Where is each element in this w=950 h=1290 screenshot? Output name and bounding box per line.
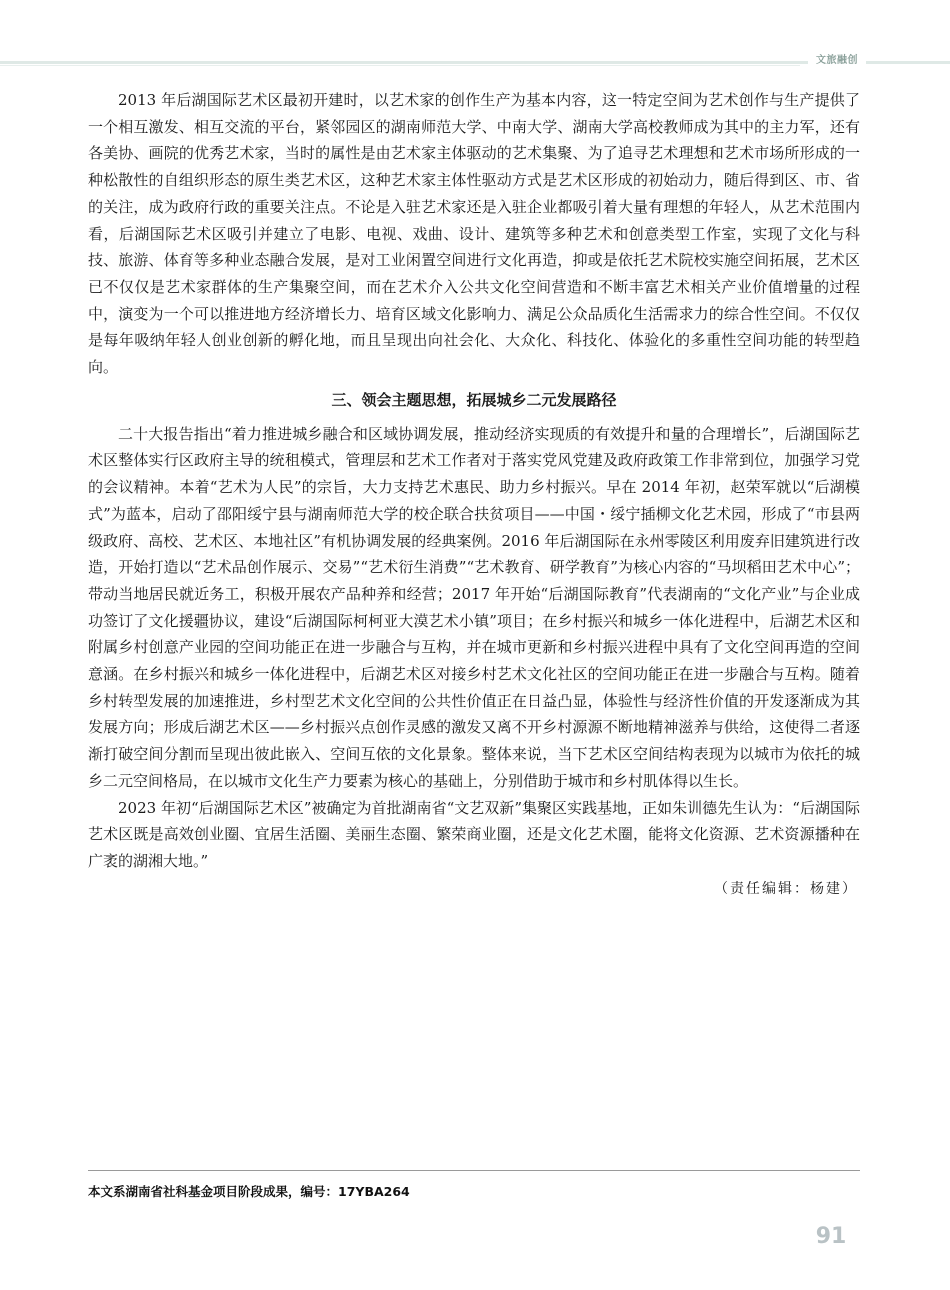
- body-paragraph-2: 二十大报告指出“着力推进城乡融合和区域协调发展，推动经济实现质的有效提升和量的合理增长”，后湖国际艺术区整体实行区政府主导的统租模式，管理层和艺术工作者对于落实党风党建及政府政策工作非常到位，加强学习党的会议精神。本着“艺术为人民”的宗旨，大力支持艺术惠民、助力乡村振兴。早在 2014 年初，赵荣军就以“后湖模式”为蓝本，启动了邵阳绥宁县与湖南师范大学的校企联合扶贫项目——中国・绥宁插柳文化艺术园，形成了“市县两级政府、高校、艺术区、本地社区”有机协调发展的经典案例。2016 年后湖国际在永州零陵区利用废弃旧建筑进行改造，开始打造以“艺术品创作展示、交易”“艺术衍生消费”“艺术教育、研学教育”为核心内容的“马坝稻田艺术中心”；带动当地居民就近务工，积极开展农产品种养和经营；2017 年开始“后湖国际教育”代表湖南的“文化产业”与企业成功签订了文化援疆协议，建设“后湖国际柯柯亚大漠艺术小镇”项目；在乡村振兴和城乡一体化进程中，后湖艺术区和附属乡村创意产业园的空间功能正在进一步融合与互构，并在城市更新和乡村振兴进程中具有了文化空间再造的空间意涵。在乡村振兴和城乡一体化进程中，后湖艺术区对接乡村艺术文化社区的空间功能正在进一步融合与互构。随着乡村转型发展的加速推进，乡村型艺术文化空间的公共性价值正在日益凸显，体验性与经济性价值的开发逐渐成为其发展方向；形成后湖艺术区——乡村振兴点创作灵感的激发又离不开乡村源源不断地精神滋养与供给，这使得二者逐渐打破空间分割而呈现出彼此嵌入、空间互依的文化景象。整体来说，当下艺术区空间结构表现为以城市为依托的城乡二元空间格局，在以城市文化生产力要素为核心的基础上，分别借助于城市和乡村肌体得以生长。: [88, 424, 860, 790]
- section-label: 文旅融创: [808, 52, 866, 70]
- page-number: 91: [815, 1224, 847, 1249]
- body-paragraph-1: 2013 年后湖国际艺术区最初开建时，以艺术家的创作生产为基本内容，这一特定空间为艺术创作与生产提供了一个相互激发、相互交流的平台，紧邻园区的湖南师范大学、中南大学、湖南大学高校教师成为其中的主力军，还有各美协、画院的优秀艺术家，当时的属性是由艺术家主体驱动的艺术集聚、为了追寻艺术理想和艺术市场所形成的一种松散性的自组织形态的原生类艺术区，这种艺术家主体性驱动方式是艺术区形成的初始动力，随后得到区、市、省的关注，成为政府行政的重要关注点。不论是入驻艺术家还是入驻企业都吸引着大量有理想的年轻人，从艺术范围内看，后湖国际艺术区吸引并建立了电影、电视、戏曲、设计、建筑等多种艺术和创意类型工作室，实现了文化与科技、旅游、体育等多种业态融合发展，是对工业闲置空间进行文化再造，抑或是依托艺术院校实施空间拓展，艺术区已不仅仅是艺术家群体的生产集聚空间，而在艺术介入公共文化空间营造和不断丰富艺术相关产业价值增量的过程中，演变为一个可以推进地方经济增长力、培育区域文化影响力、满足公众品质化生活需求力的综合性空间。不仅仅是每年吸纳年轻人创业创新的孵化地，而且呈现出向社会化、大众化、科技化、体验化的多重性空间功能的转型趋向。: [88, 91, 860, 377]
- body-paragraph-3: 2023 年初“后湖国际艺术区”被确定为首批湖南省“文艺双新”集聚区实践基地，正如朱训德先生认为：“后湖国际艺术区既是高效创业圈、宜居生活圈、美丽生态圈、繁荣商业圈，还是文化艺术圈，能将文化资源、艺术资源播种在广袤的湖湘大地。”: [88, 798, 860, 870]
- section-heading: 三、领会主题思想，拓展城乡二元发展路径: [331, 390, 617, 409]
- article-body: [88, 87, 860, 903]
- footnote-divider: [88, 1170, 860, 1171]
- editor-note: （责任编辑：杨建）: [714, 880, 858, 897]
- footnote: 本文系湖南省社科基金项目阶段成果，编号：17YBA264: [88, 1184, 410, 1199]
- header-rule-cap: [866, 61, 950, 64]
